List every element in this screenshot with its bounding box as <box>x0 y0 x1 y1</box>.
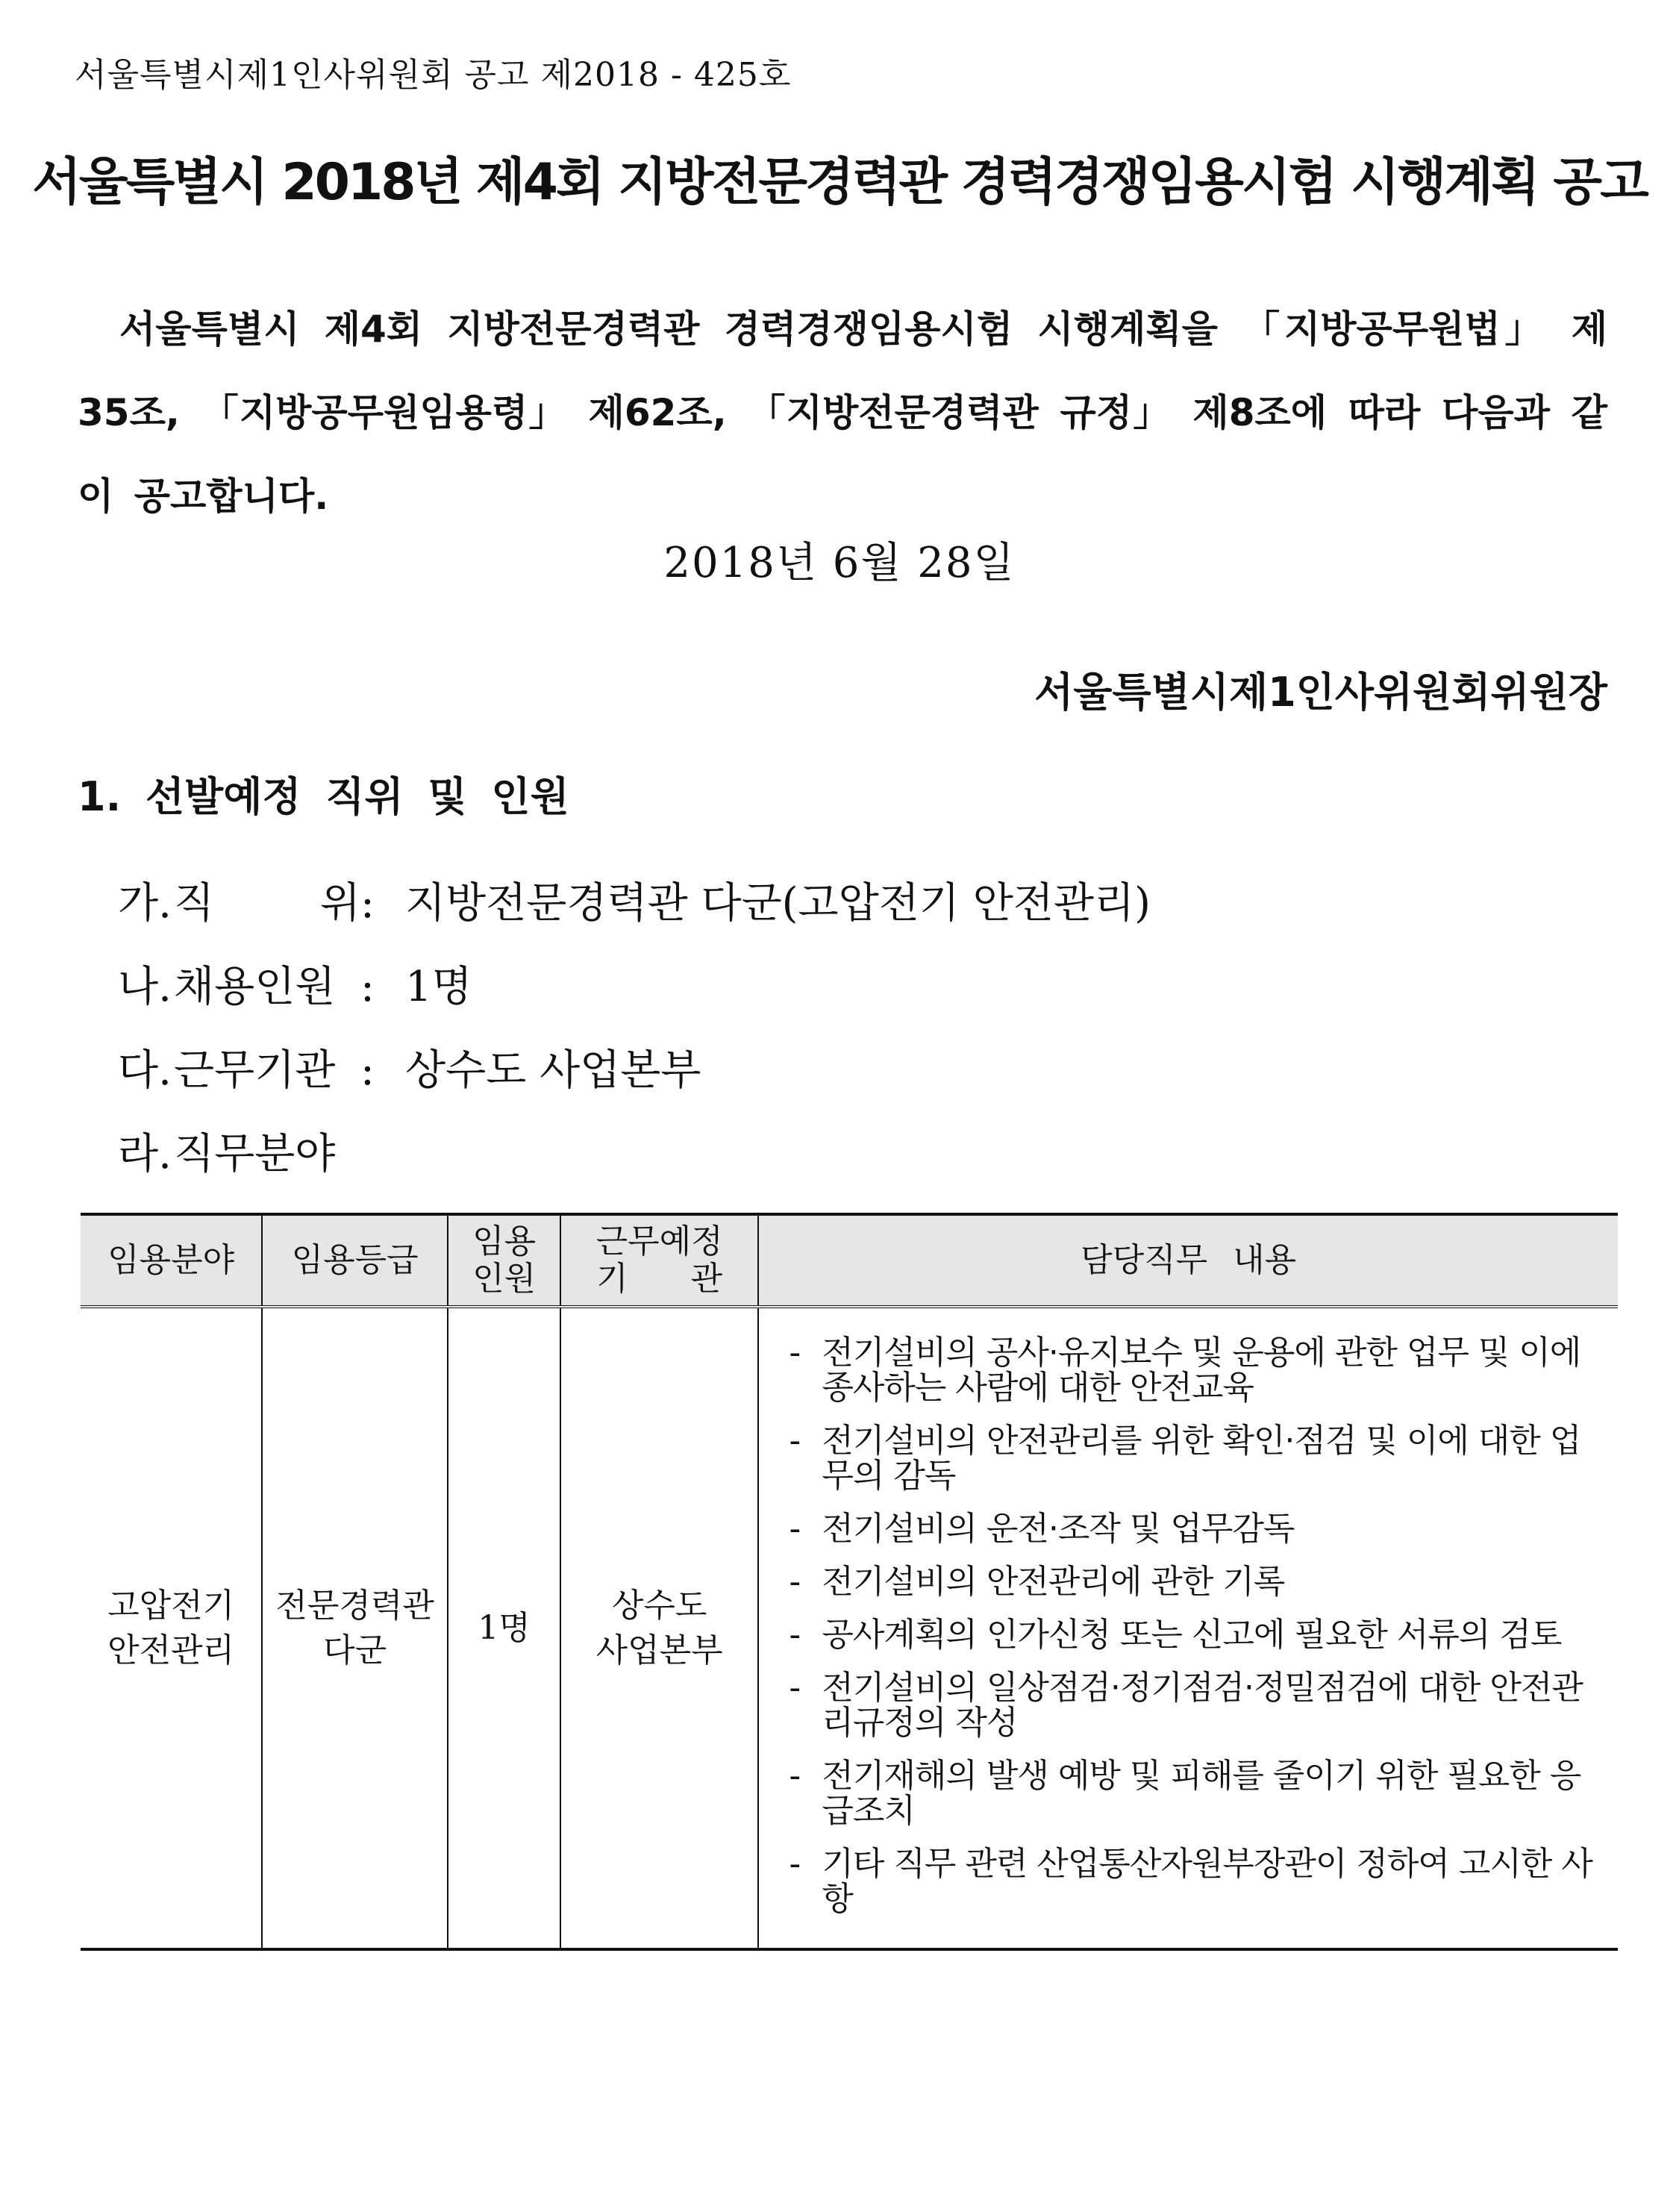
dash: - <box>789 1510 801 1548</box>
signer: 서울특별시제1인사위원회위원장 <box>1034 669 1607 716</box>
cell-field-line2: 안전관리 <box>107 1631 235 1669</box>
header-grade: 임용등급 <box>262 1214 448 1307</box>
intro-paragraph <box>78 287 1607 538</box>
duty-text: 전기설비의 일상점검·정기점검·정밀점검에 대한 안전관리규정의 작성 <box>822 1669 1583 1742</box>
duty-text: 전기재해의 발생 예방 및 피해를 줄이기 위한 필요한 응급조치 <box>822 1757 1581 1830</box>
item-position <box>118 862 1151 946</box>
dash: - <box>789 1845 801 1883</box>
duty-item <box>789 1670 1603 1740</box>
item-job-field <box>118 1113 1151 1196</box>
section-1-items <box>118 862 1151 1196</box>
cell-agency-line1: 상수도 <box>611 1586 707 1625</box>
duty-text: 공사계획의 인가신청 또는 신고에 필요한 서류의 검토 <box>822 1616 1562 1654</box>
item-label: 채용인원 <box>174 963 336 1011</box>
cell-count: 1명 <box>448 1307 560 1949</box>
dash: - <box>789 1616 801 1654</box>
item-colon: : <box>360 1046 375 1095</box>
cell-field <box>81 1307 262 1949</box>
header-agency <box>560 1214 758 1307</box>
header-field: 임용분야 <box>81 1214 262 1307</box>
notice-number: 서울특별시제1인사위원회 공고 제2018 - 425호 <box>75 56 792 94</box>
dash: - <box>789 1334 801 1372</box>
item-mark: 가. <box>118 879 172 928</box>
item-colon: : <box>360 963 375 1011</box>
item-mark: 라. <box>118 1130 172 1178</box>
header-agency-line2: 기 관 <box>596 1260 723 1298</box>
item-mark: 다. <box>118 1046 172 1095</box>
cell-agency-line2: 사업본부 <box>595 1631 723 1669</box>
dash: - <box>789 1669 801 1707</box>
cell-grade-line1: 전문경력관 <box>275 1586 434 1625</box>
duty-text: 전기설비의 안전관리를 위한 확인·점검 및 이에 대한 업무의 감독 <box>822 1422 1581 1495</box>
item-value: 1명 <box>405 963 472 1011</box>
duty-item <box>789 1617 1603 1652</box>
duty-text: 전기설비의 공사·유지보수 및 운용에 관한 업무 및 이에 종사하는 사람에 대한 안전교육 <box>822 1334 1581 1407</box>
item-headcount <box>118 946 1151 1029</box>
duty-item <box>789 1846 1603 1916</box>
duty-item <box>789 1511 1603 1546</box>
duty-item <box>789 1335 1603 1405</box>
item-value: 지방전문경력관 다군(고압전기 안전관리) <box>405 879 1151 928</box>
item-label: 직 위 <box>174 879 360 928</box>
duty-item <box>789 1758 1603 1828</box>
cell-grade-line2: 다군 <box>323 1631 387 1669</box>
item-colon: : <box>360 879 375 928</box>
cell-field-line1: 고압전기 <box>107 1586 235 1625</box>
dash: - <box>789 1422 801 1460</box>
item-mark: 나. <box>118 963 172 1011</box>
header-agency-line1: 근무예정 <box>595 1222 723 1260</box>
cell-agency <box>560 1307 758 1949</box>
item-label: 직무분야 <box>174 1130 336 1178</box>
table-row <box>81 1307 1618 1949</box>
header-count <box>448 1214 560 1307</box>
item-value: 상수도 사업본부 <box>405 1046 701 1095</box>
item-agency <box>118 1029 1151 1113</box>
duty-table <box>81 1213 1618 1951</box>
duty-item <box>789 1423 1603 1493</box>
item-label: 근무기관 <box>174 1046 336 1095</box>
notice-date: 2018년 6월 28일 <box>663 539 1016 587</box>
header-count-line1: 임용 <box>472 1222 537 1260</box>
table-header-row <box>81 1214 1618 1307</box>
duty-text: 전기설비의 안전관리에 관한 기록 <box>822 1563 1285 1601</box>
document-title: 서울특별시 2018년 제4회 지방전문경력관 경력경쟁임용시험 시행계획 공고 <box>32 153 1647 212</box>
header-duties: 담당직무 내용 <box>758 1214 1618 1307</box>
cell-duties <box>758 1307 1618 1949</box>
dash: - <box>789 1757 801 1795</box>
header-count-line2: 인원 <box>472 1260 537 1298</box>
duty-item <box>789 1564 1603 1599</box>
duty-text: 전기설비의 운전·조작 및 업무감독 <box>822 1510 1295 1548</box>
dash: - <box>789 1563 801 1601</box>
cell-grade <box>262 1307 448 1949</box>
section-1-title: 1. 선발예정 직위 및 인원 <box>78 773 569 820</box>
intro-paragraph-text: 서울특별시 제4회 지방전문경력관 경력경쟁임용시험 시행계획을 「지방공무원법」 제35조, 「지방공무원임용령」 제62조, 「지방전문경력관 규정」 제8조에 따라 다음과 같이 공고합니다. <box>78 307 1607 518</box>
duty-text: 기타 직무 관련 산업통산자원부장관이 정하여 고시한 사항 <box>822 1845 1592 1918</box>
